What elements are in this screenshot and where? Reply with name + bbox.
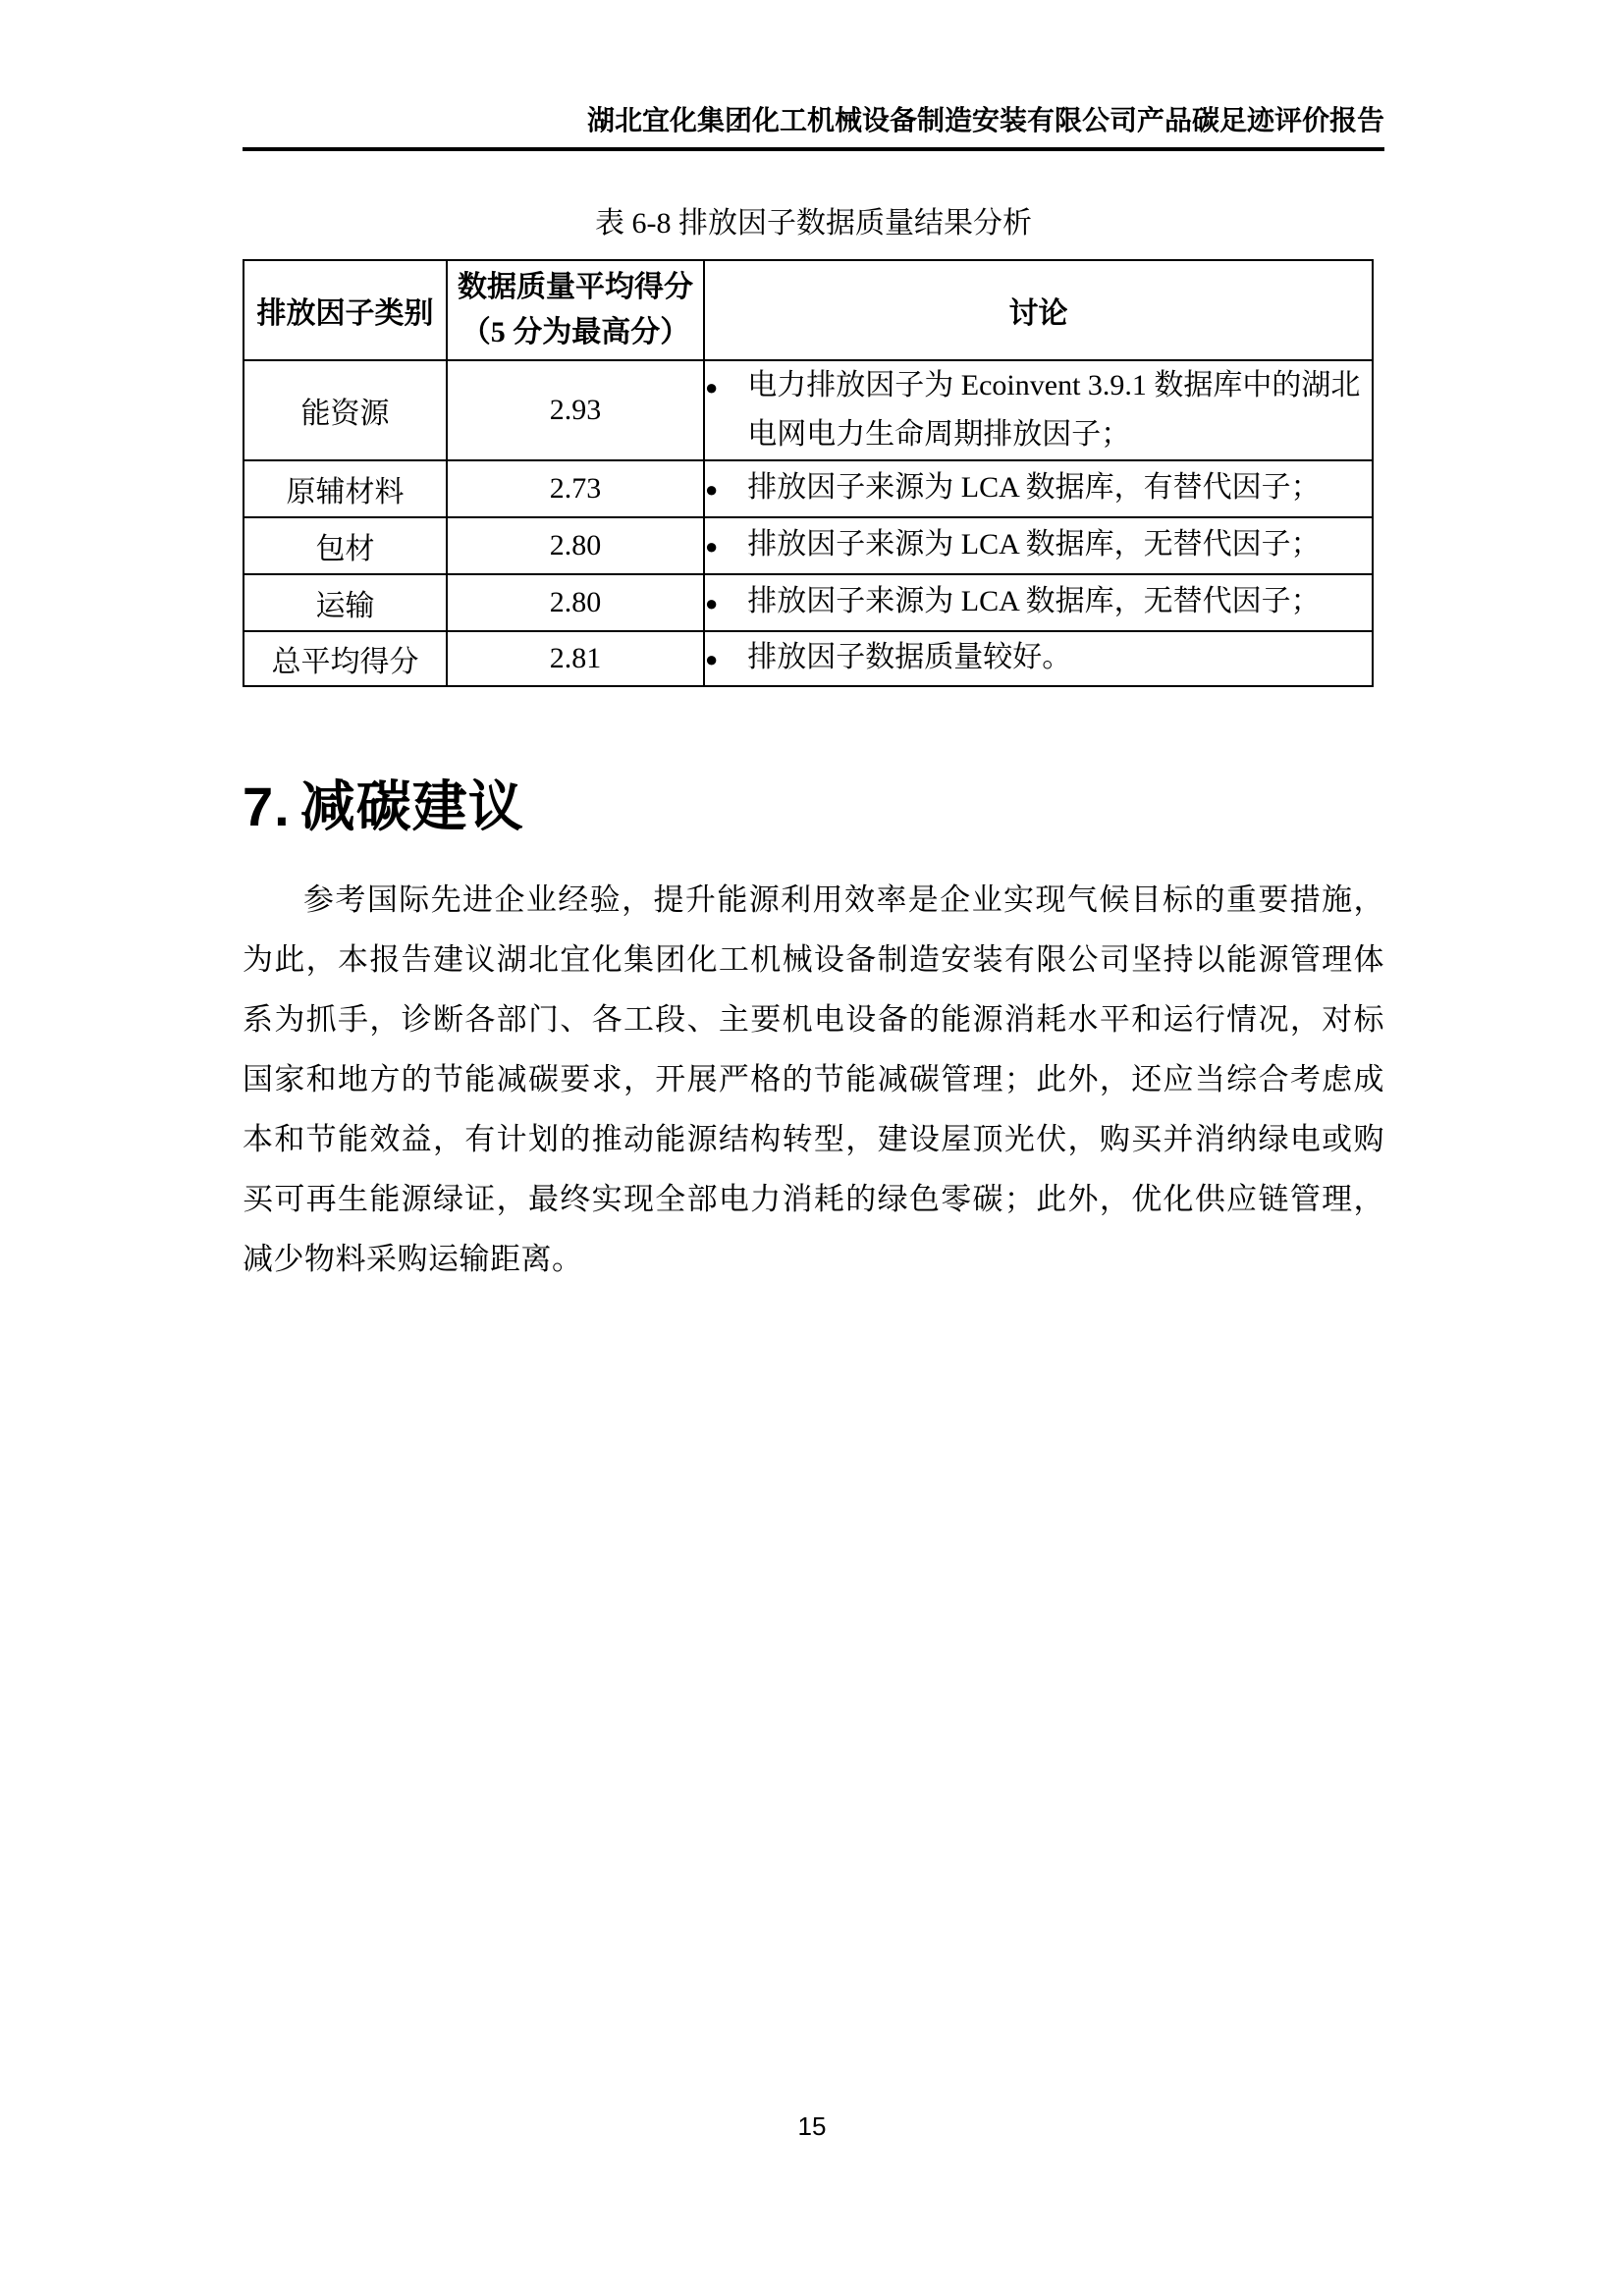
column-header-score-line2: （5 分为最高分） — [460, 316, 690, 348]
discussion-item — [705, 577, 1372, 628]
column-header-discussion — [704, 260, 1373, 360]
category-cell: 运输 — [244, 574, 447, 631]
discussion-cell — [704, 460, 1373, 517]
table-row — [244, 460, 1373, 517]
column-header-discussion-label: 讨论 — [1008, 297, 1068, 330]
discussion-text: 排放因子来源为 LCA 数据库，无替代因子； — [747, 528, 1321, 561]
score-cell: 2.73 — [447, 460, 704, 517]
table-row — [244, 574, 1373, 631]
discussion-item — [705, 633, 1372, 684]
table-header-row — [244, 260, 1373, 360]
discussion-text: 排放因子来源为 LCA 数据库，无替代因子； — [747, 585, 1321, 617]
section-paragraph: 参考国际先进企业经验，提升能源利用效率是企业实现气候目标的重要措施，为此，本报告建议湖北宜化集团化工机械设备制造安装有限公司坚持以能源管理体系为抓手，诊断各部门、各工段、主要机电设备的能源消耗水平和运行情况，对标国家和地方的节能减碳要求，开展严格的节能减碳管理；此外，还应当综合考虑成本和节能效益，有计划的推动能源结构转型，建设屋顶光伏，购买并消纳绿电或购买可再生能源绿证，最终实现全部电力消耗的绿色零碳；此外，优化供应链管理，减少物料采购运输距离。 — [243, 882, 1384, 1276]
column-header-score — [447, 260, 704, 360]
bullet-icon: ● — [705, 591, 719, 615]
section-number: 7. — [243, 775, 291, 837]
category-cell: 包材 — [244, 517, 447, 574]
discussion-item — [705, 361, 1372, 459]
data-quality-table — [243, 259, 1374, 687]
discussion-cell — [704, 517, 1373, 574]
discussion-cell — [704, 631, 1373, 686]
category-cell: 能资源 — [244, 360, 447, 460]
table-row — [244, 360, 1373, 460]
page-number: 15 — [797, 2111, 827, 2141]
bullet-icon: ● — [705, 647, 719, 671]
page-header — [243, 0, 1384, 151]
table-caption: 表 6-8 排放因子数据质量结果分析 — [595, 207, 1032, 240]
score-cell: 2.93 — [447, 360, 704, 460]
discussion-text: 排放因子来源为 LCA 数据库，有替代因子； — [747, 471, 1321, 504]
bullet-icon: ● — [705, 375, 719, 400]
section-title: 减碳建议 — [299, 775, 524, 837]
bullet-icon: ● — [705, 534, 719, 559]
discussion-cell — [704, 574, 1373, 631]
column-header-category — [244, 260, 447, 360]
score-cell: 2.81 — [447, 631, 704, 686]
section-heading — [243, 775, 1384, 838]
report-title: 湖北宜化集团化工机械设备制造安装有限公司产品碳足迹评价报告 — [586, 106, 1384, 136]
discussion-item — [705, 463, 1372, 514]
column-header-category-label: 排放因子类别 — [256, 297, 434, 330]
discussion-cell — [704, 360, 1373, 460]
discussion-text: 排放因子数据质量较好。 — [747, 641, 1072, 673]
bullet-icon: ● — [705, 477, 719, 502]
page-content — [243, 0, 1384, 1289]
score-cell: 2.80 — [447, 574, 704, 631]
category-cell: 总平均得分 — [244, 631, 447, 686]
score-cell: 2.80 — [447, 517, 704, 574]
table-row — [244, 517, 1373, 574]
discussion-item — [705, 520, 1372, 571]
category-cell: 原辅材料 — [244, 460, 447, 517]
table-row — [244, 631, 1373, 686]
column-header-score-line1: 数据质量平均得分 — [458, 271, 693, 303]
discussion-text: 电力排放因子为 Ecoinvent 3.9.1 数据库中的湖北电网电力生命周期排放因子； — [747, 369, 1361, 451]
